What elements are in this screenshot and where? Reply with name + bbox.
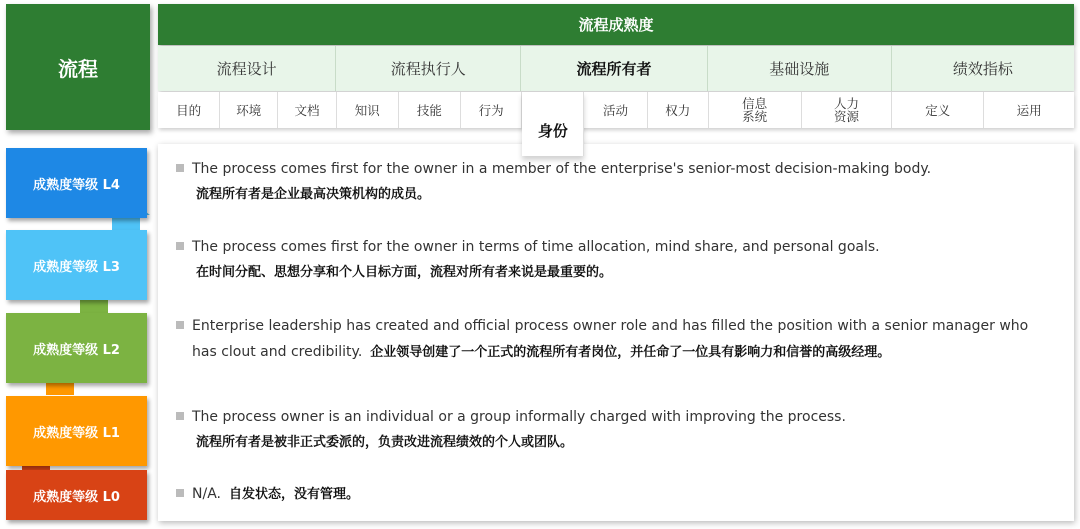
category-row [158, 46, 1074, 91]
category-process-design[interactable]: 流程设计 [158, 46, 336, 91]
subitem-information-systems[interactable]: 信息 系统 [709, 92, 802, 128]
description-en: The process comes first for the owner in a member of the enterprise's senior-most decision-making body. [192, 161, 932, 177]
description-zh: 自发状态，没有管理。 [228, 487, 359, 502]
subitem-context[interactable]: 环境 [220, 92, 278, 128]
subitem-skills[interactable]: 技能 [399, 92, 461, 128]
description-en-text: N/A. [192, 486, 221, 502]
subitem-purpose[interactable]: 目的 [158, 92, 220, 128]
description-item-l0 [176, 481, 1044, 508]
description-panel [158, 144, 1074, 521]
subitem-behavior[interactable]: 行为 [461, 92, 522, 128]
description-item-l3 [176, 234, 1044, 286]
description-zh: 在时间分配、思想分享和个人目标方面，流程对所有者来说是最重要的。 [196, 265, 613, 280]
description-zh: 流程所有者是企业最高决策机构的成员。 [196, 187, 431, 202]
maturity-header-title: 流程成熟度 [158, 4, 1074, 45]
subitem-knowledge[interactable]: 知识 [337, 92, 399, 128]
category-process-performer[interactable]: 流程执行人 [336, 46, 521, 91]
process-title: 流程 [6, 4, 150, 130]
description-item-l4 [176, 156, 1044, 208]
bullet-square-icon [176, 321, 184, 329]
bullet-square-icon [176, 164, 184, 172]
subitem-uses[interactable]: 运用 [1016, 102, 1042, 118]
subitem-identity[interactable]: 身份 [522, 92, 584, 156]
description-zh: 流程所有者是被非正式委派的，负责改进流程绩效的个人或团队。 [196, 435, 574, 450]
description-item-l2 [176, 313, 1044, 366]
description-en: The process owner is an individual or a group informally charged with improving the process. [192, 409, 846, 425]
description-zh: 企业领导创建了一个正式的流程所有者岗位，并任命了一位具有影响力和信誉的高级经理。 [370, 345, 891, 360]
bullet-square-icon [176, 242, 184, 250]
subitem-definition[interactable]: 定义 [892, 92, 984, 128]
subitem-human-resources[interactable]: 人力 资源 [802, 92, 893, 128]
category-metrics[interactable]: 绩效指标 [952, 60, 1013, 78]
description-en [176, 313, 1044, 366]
bullet-square-icon [176, 412, 184, 420]
description-en-text: Enterprise leadership has created and official process owner role and has filled the position with a senior manager who has clout and credibility. [192, 318, 1029, 360]
level-l3: 成熟度等级 L3 [6, 230, 147, 300]
level-l2: 成熟度等级 L2 [6, 313, 147, 383]
category-process-owner[interactable]: 流程所有者 [521, 46, 707, 91]
level-l4: 成熟度等级 L4 [6, 148, 147, 218]
description-en: The process comes first for the owner in terms of time allocation, mind share, and personal goals. [192, 239, 880, 255]
subitem-authority[interactable]: 权力 [648, 92, 709, 128]
subitem-documentation[interactable]: 文档 [278, 92, 336, 128]
category-infrastructure[interactable]: 基础设施 [708, 46, 892, 91]
description-item-l1 [176, 404, 1044, 456]
level-l1: 成熟度等级 L1 [6, 396, 147, 466]
level-l0: 成熟度等级 L0 [6, 470, 147, 520]
bullet-square-icon [176, 489, 184, 497]
subitem-activities[interactable]: 活动 [584, 92, 647, 128]
description-en [176, 481, 1044, 508]
subitem-row [158, 92, 1074, 140]
